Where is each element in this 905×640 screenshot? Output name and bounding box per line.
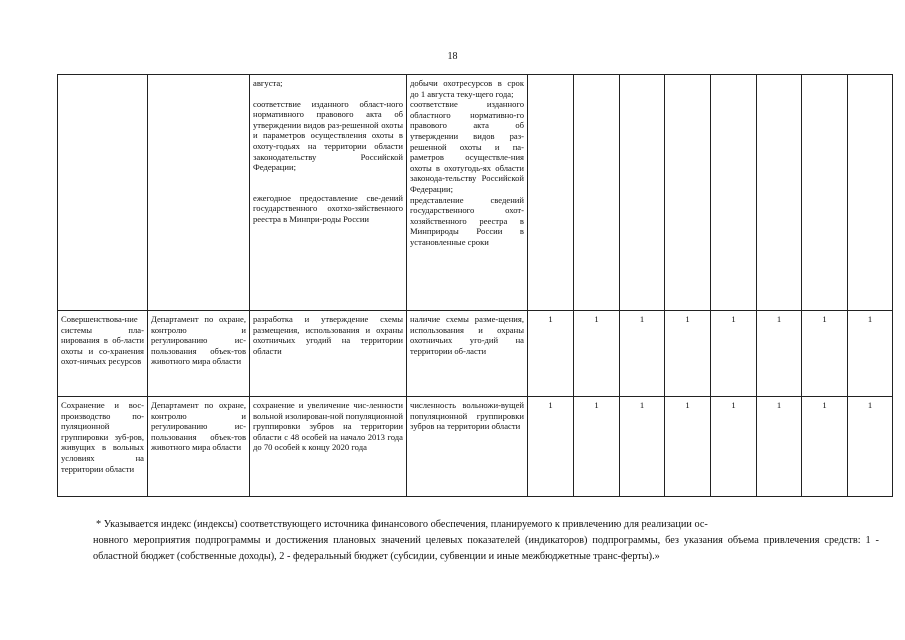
activity-paragraph: ежегодное предоставление све-дений государственного охотхо-зяйственного реестра в Минпри-роды России xyxy=(253,192,403,224)
indicator-value: 1 xyxy=(639,314,645,324)
indicator-cell xyxy=(665,397,711,497)
responsible-department: Департамент по охране, контролю и регулированию ис-пользования объек-тов животного мира области xyxy=(151,400,246,453)
result-paragraph: представление сведений государственного охот-хозяйственного реестра в Минприроды России в установленные сроки xyxy=(410,194,524,247)
indicator-cell xyxy=(620,311,665,397)
indicator-cell xyxy=(757,311,802,397)
indicator-cell xyxy=(802,397,848,497)
indicator-value: 1 xyxy=(867,400,873,410)
indicator-cell xyxy=(620,397,665,497)
indicator-cell xyxy=(711,397,757,497)
indicator-cell xyxy=(665,75,711,311)
indicator-value: 1 xyxy=(548,314,553,324)
indicator-value: 1 xyxy=(594,314,599,324)
activity-cell xyxy=(250,397,407,497)
activity-paragraph: августа; xyxy=(253,78,283,88)
page-number: 18 xyxy=(447,51,458,62)
department-cell xyxy=(148,311,250,397)
activity-paragraph: разработка и утверждение схемы размещения, использования и охраны охотничьих угодий на территории области xyxy=(253,314,403,356)
footnote-text: новного мероприятия подпрограммы и достижения плановых значений целевых показателей (индикаторов) подпрограммы, без указания объема привлечения средств: 1 - областной бюджет (собственные доходы), 2 - федеральный бюджет (субсидии, субвенции и иные межбюджетные транс-ферты).» xyxy=(93,535,879,562)
activity-paragraph: сохранение и увеличение чис-ленности вольной изолирован-ной популяционной группировки зубров на территории области с 48 особей на начало 2013 года до 70 особей к концу 2020 года xyxy=(253,400,403,453)
indicator-cell xyxy=(711,311,757,397)
result-paragraph: соответствие изданного областного нормативно-го правового акта об утверждении видов раз-решенной охоты и па-раметров осуществле-ния охоты в охотугодь-ях области законода-тельству Российской Федерации; xyxy=(410,99,524,194)
result-cell xyxy=(407,311,528,397)
indicator-value: 1 xyxy=(685,400,690,410)
measure-name-cell xyxy=(58,311,148,397)
program-table xyxy=(57,74,893,497)
activity-paragraph: соответствие изданного област-ного нормативного правового акта об утверждении видов раз-решенной охоты и параметров осуществления охоты в охоту-годьях на территории области законодательству Российской Федерации; xyxy=(253,98,403,173)
indicator-value: 1 xyxy=(731,400,736,410)
activity-cell xyxy=(250,311,407,397)
indicator-cell xyxy=(620,75,665,311)
indicator-cell xyxy=(802,311,848,397)
measure-name: Сохранение и вос-производство по-пуляционной группировки зуб-ров, живущих в вольных условиях на территории области xyxy=(61,400,144,474)
indicator-cell xyxy=(802,75,848,311)
indicator-value: 1 xyxy=(731,314,736,324)
result-paragraph: наличие схемы разме-щения, использования и охраны охотничьих уго-дий на территории об-ласти xyxy=(410,314,524,356)
indicator-value: 1 xyxy=(639,400,645,410)
responsible-department: Департамент по охране, контролю и регулированию ис-пользования объек-тов животного мира области xyxy=(151,314,246,367)
indicator-cell xyxy=(757,397,802,497)
indicator-cell xyxy=(574,397,620,497)
indicator-value: 1 xyxy=(822,314,827,324)
measure-name-cell xyxy=(58,397,148,497)
indicator-value: 1 xyxy=(685,314,690,324)
table-row xyxy=(58,75,893,311)
indicator-value: 1 xyxy=(548,400,553,410)
result-paragraph: добычи охотресурсов в срок до 1 августа теку-щего года; xyxy=(410,78,524,99)
measure-name: Совершенствова-ние системы пла-нирования в об-ласти охоты и со-хранения охот-ничьих ресурсов xyxy=(61,314,144,367)
result-cell xyxy=(407,397,528,497)
indicator-value: 1 xyxy=(594,400,599,410)
department-cell xyxy=(148,75,250,311)
indicator-cell xyxy=(528,311,574,397)
indicator-cell xyxy=(848,311,893,397)
department-cell xyxy=(148,397,250,497)
table-row xyxy=(58,311,893,397)
indicator-value: 1 xyxy=(776,314,782,324)
indicator-cell xyxy=(574,75,620,311)
indicator-cell xyxy=(528,75,574,311)
indicator-cell xyxy=(665,311,711,397)
indicator-cell xyxy=(848,75,893,311)
indicator-value: 1 xyxy=(776,400,782,410)
indicator-cell xyxy=(528,397,574,497)
indicator-cell xyxy=(711,75,757,311)
table-row xyxy=(58,397,893,497)
measure-name-cell xyxy=(58,75,148,311)
indicator-cell xyxy=(757,75,802,311)
activity-cell xyxy=(250,75,407,311)
indicator-value: 1 xyxy=(867,314,873,324)
result-cell xyxy=(407,75,528,311)
indicator-value: 1 xyxy=(822,400,827,410)
indicator-cell xyxy=(848,397,893,497)
result-paragraph: численность вольножи-вущей популяционной группировки зубров на территории области xyxy=(410,400,524,432)
footnote-line-1: * Указывается индекс (индексы) соответствующего источника финансового обеспечения, планируемого к привлечению для реализации ос- xyxy=(96,519,708,530)
indicator-cell xyxy=(574,311,620,397)
